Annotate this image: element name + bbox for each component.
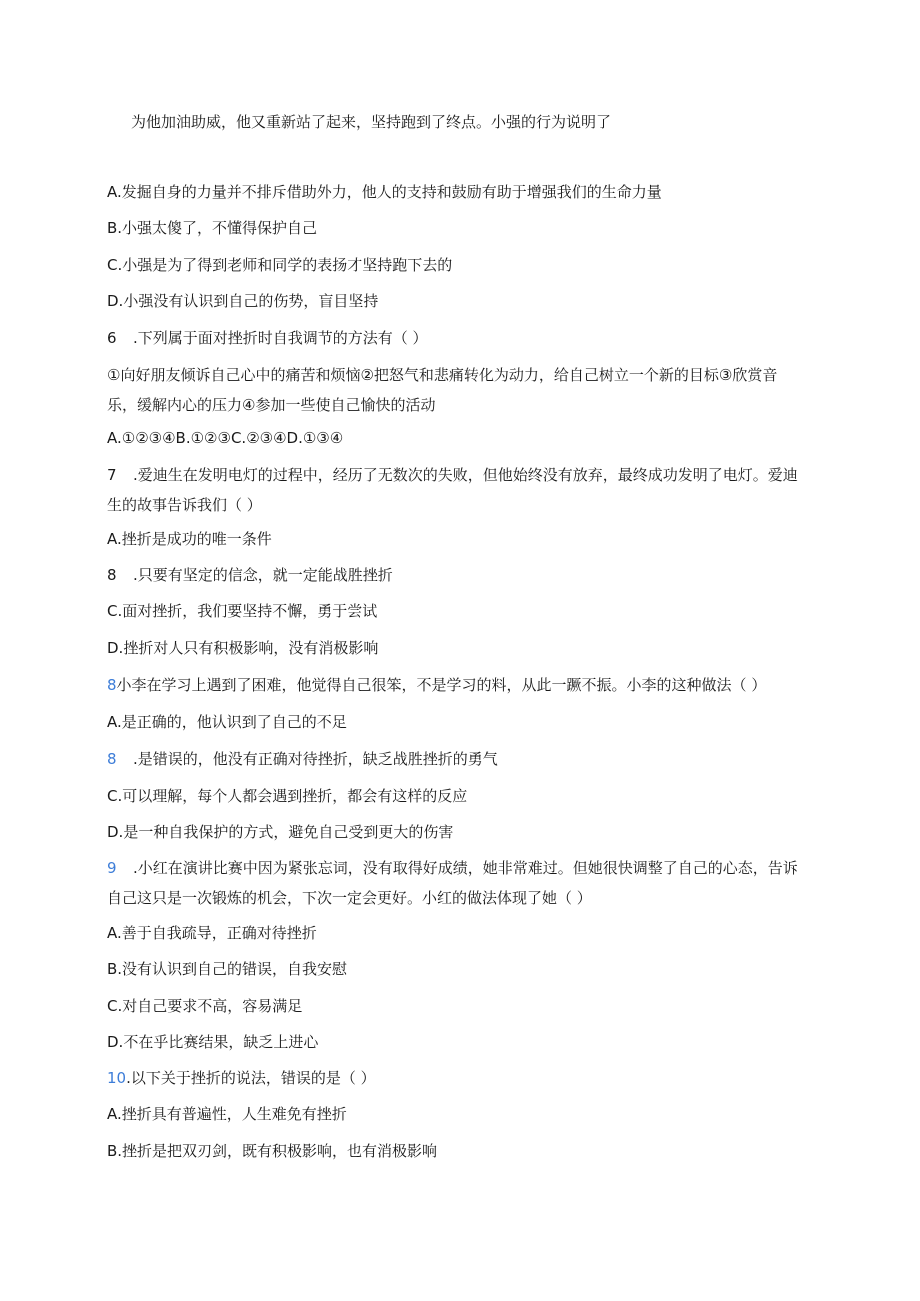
question-10-option-b: B.挫折是把双刃剑，既有积极影响，也有消极影响 — [107, 1142, 438, 1160]
question-5-option-b: B.小强太傻了，不懂得保护自己 — [107, 219, 318, 237]
question-6-number: 6 — [107, 329, 117, 347]
question-7-text: .爱迪生在发明电灯的过程中，经历了无数次的失败，但他始终没有放弃，最终成功发明了电灯。爱迪生的故事告诉我们（ ） — [107, 466, 798, 514]
question-8-option-a: A.是正确的，他认识到了自己的不足 — [107, 713, 347, 731]
question-9-text: .小红在演讲比赛中因为紧张忘词，没有取得好成绩，她非常难过。但她很快调整了自己的心态，告诉自己这只是一次锻炼的机会，下次一定会更好。小红的做法体现了她（ ） — [107, 859, 798, 907]
question-6-text: .下列属于面对挫折时自我调节的方法有（ ） — [133, 329, 428, 347]
question-9-option-a: A.善于自我疏导，正确对待挫折 — [107, 924, 317, 942]
question-7-option-a: A.挫折是成功的唯一条件 — [107, 530, 272, 548]
question-7-option-c: C.面对挫折，我们要坚持不懈，勇于尝试 — [107, 602, 378, 620]
question-8-option-c: C.可以理解，每个人都会遇到挫折，都会有这样的反应 — [107, 787, 468, 805]
question-7-option-d: D.挫折对人只有积极影响，没有消极影响 — [107, 639, 379, 657]
question-8-stem — [107, 675, 766, 695]
question-5-option-c: C.小强是为了得到老师和同学的表扬才坚持跑下去的 — [107, 256, 453, 274]
question-9-stem — [107, 853, 807, 913]
question-9-option-d: D.不在乎比赛结果，缺乏上进心 — [107, 1033, 319, 1051]
question-9-option-c: C.对自己要求不高，容易满足 — [107, 997, 303, 1015]
question-5-option-d: D.小强没有认识到自己的伤势，盲目坚持 — [107, 292, 379, 310]
question-10-number: 10 — [107, 1069, 127, 1087]
question-7-number: 7 — [107, 466, 117, 484]
question-5-option-a: A.发掘自身的力量并不排斥借助外力，他人的支持和鼓励有助于增强我们的生命力量 — [107, 183, 662, 201]
question-8-option-d: D.是一种自我保护的方式，避免自己受到更大的伤害 — [107, 823, 454, 841]
question-10-stem — [107, 1068, 376, 1088]
question-8-number: 8 — [107, 676, 117, 694]
question-10-text: .以下关于挫折的说法，错误的是（ ） — [126, 1069, 376, 1087]
question-8-option-b-number: 8 — [107, 750, 117, 768]
question-6-options: A.①②③④B.①②③C.②③④D.①③④ — [107, 429, 344, 447]
question-8-option-b — [107, 749, 498, 769]
question-5-stem-tail: 为他加油助威，他又重新站了起来，坚持跑到了终点。小强的行为说明了 — [131, 113, 612, 131]
question-6-stem — [107, 328, 428, 348]
question-8-option-b-text: .是错误的，他没有正确对待挫折，缺乏战胜挫折的勇气 — [133, 750, 498, 768]
question-10-option-a: A.挫折具有普遍性，人生难免有挫折 — [107, 1105, 347, 1123]
question-7-option-b-number: 8 — [107, 566, 117, 584]
question-7-option-b — [107, 565, 393, 585]
question-8-text: 小李在学习上遇到了困难，他觉得自己很笨，不是学习的料，从此一蹶不振。小李的这种做法（ ） — [116, 676, 767, 694]
question-7-option-b-text: .只要有坚定的信念，就一定能战胜挫折 — [133, 566, 393, 584]
question-7-stem — [107, 460, 807, 520]
question-9-number: 9 — [107, 859, 117, 877]
question-6-statements: ①向好朋友倾诉自己心中的痛苦和烦恼②把怒气和悲痛转化为动力，给自己树立一个新的目标③欣赏音乐，缓解内心的压力④参加一些使自己愉快的活动 — [107, 366, 778, 414]
question-9-option-b: B.没有认识到自己的错误，自我安慰 — [107, 960, 348, 978]
